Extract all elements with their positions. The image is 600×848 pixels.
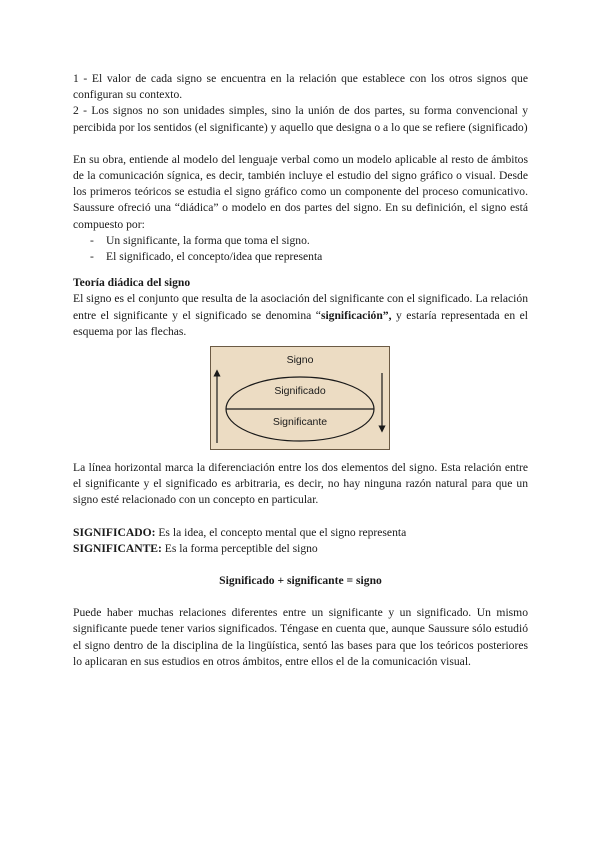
paragraph-relations: Puede haber muchas relaciones diferentes entre un significante y un significado. Un mismo significante puede tener varios significados. Téngase en cuenta que, aunque Saussure sólo estudió el signo dentro de la disciplina de la lingüística, sentó las bases para que los teóricos posteriores lo aplicaran en sus estudios en otros ámbitos, entre ellos el de la comunicación visual. xyxy=(73,606,528,668)
list-item: - Un significante, la forma que toma el signo. xyxy=(73,233,528,249)
definition-significado xyxy=(73,525,528,541)
sign-diagram-wrapper xyxy=(73,340,528,450)
components-list xyxy=(73,233,528,265)
definition-text: Es la idea, el concepto mental que el signo representa xyxy=(155,525,407,539)
diagram-label-significante: Significante xyxy=(272,416,328,429)
paragraph-significacion xyxy=(73,291,528,340)
diagram-title: Signo xyxy=(286,354,314,367)
intro-item-1: 1 - El valor de cada signo se encuentra en la relación que establece con los otros signos que configuran su contexto. xyxy=(73,72,528,102)
definition-text: Es la forma perceptible del signo xyxy=(161,541,318,555)
document-page xyxy=(73,71,528,670)
paragraph-text: El signo es el conjunto que resulta de la asociación del significante con el significado. La relación entre el significante y el significado se denomina “ xyxy=(73,292,528,322)
definition-term: SIGNIFICADO: xyxy=(73,525,156,539)
diagram-label-significado: Significado xyxy=(274,385,326,398)
significacion-term: significación”, xyxy=(320,308,392,322)
formula: Significado + significante = signo xyxy=(219,574,382,588)
sign-diagram xyxy=(210,346,390,450)
definition-significante xyxy=(73,541,528,557)
intro-item-2: 2 - Los signos no son unidades simples, sino la unión de dos partes, su forma convencional y percibida por los sentidos (el significante) y aquello que designa o a lo que se refiere (significado) xyxy=(73,104,528,134)
list-item: - El significado, el concepto/idea que representa xyxy=(73,249,528,265)
definition-term: SIGNIFICANTE: xyxy=(73,541,162,555)
paragraph-arbitrariness: La línea horizontal marca la diferenciación entre los dos elementos del signo. Esta relación entre el significante y el significado es arbitraria, es decir, no hay ninguna razón natural para que un signo esté relacionado con un concepto en particular. xyxy=(73,461,528,507)
paragraph-text: y estaría representada en el esquema por las flechas. xyxy=(73,308,528,338)
section-heading: Teoría diádica del signo xyxy=(73,276,191,290)
paragraph-model: En su obra, entiende al modelo del lenguaje verbal como un modelo aplicable al resto de ámbitos de la comunicación sígnica, es decir, también incluye el estudio del signo gráfico o visual. Desde los primeros teóricos se estudia el signo gráfico como un componente del proceso comunicativo. Saussure ofreció una “diádica” o modelo en dos partes del signo. En su definición, el signo está compuesto por: xyxy=(73,152,528,231)
